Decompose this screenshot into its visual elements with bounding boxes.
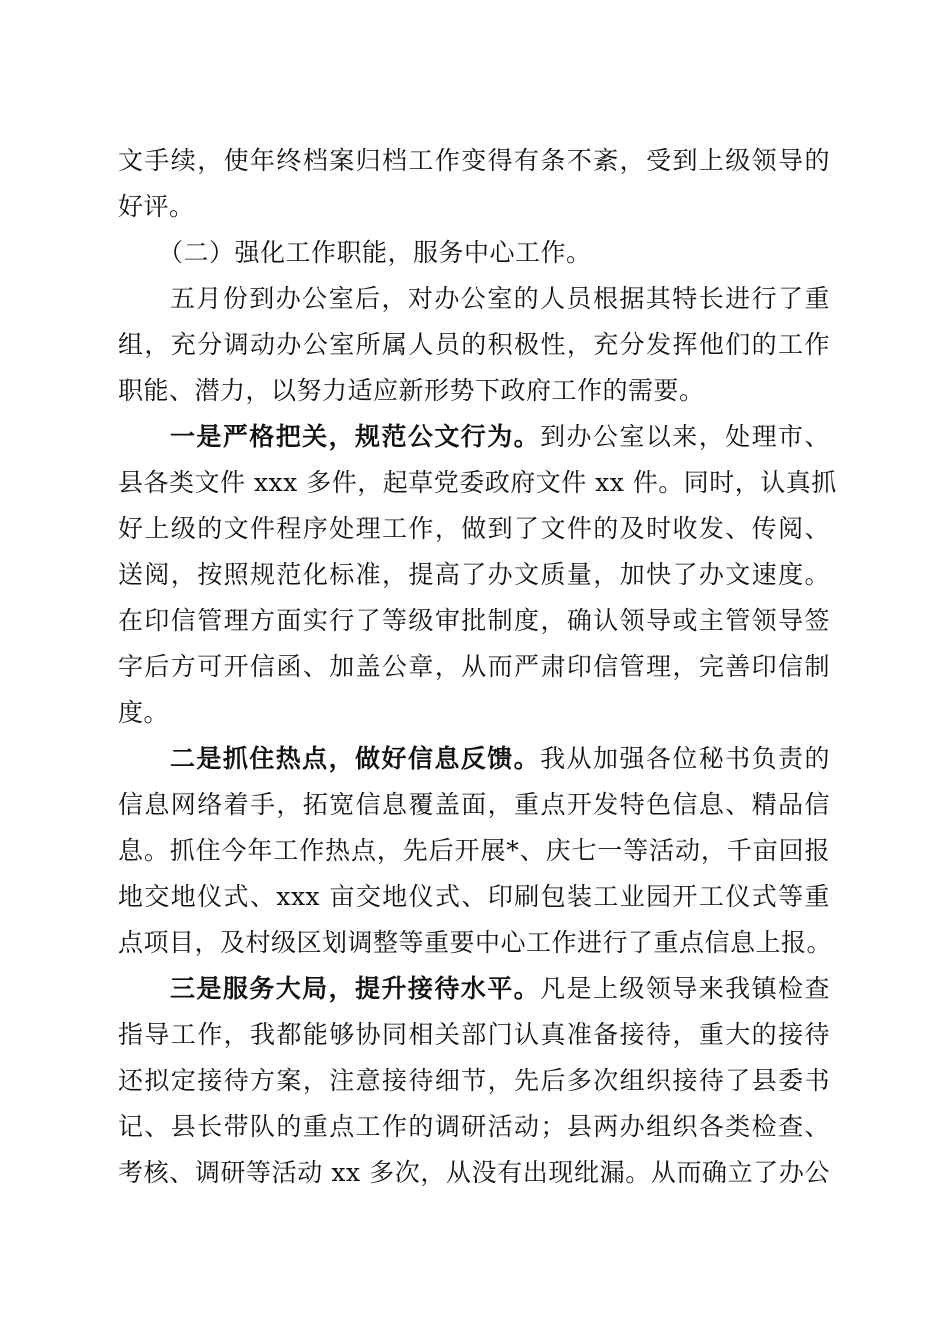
paragraph-lead-line — [118, 414, 830, 460]
text-line: 度。 — [118, 698, 170, 727]
text-line: 指导工作，我都能够协同相关部门认真准备接待，重大的接待 — [118, 1020, 830, 1049]
text-line: 考核、调研等活动 xx 多次，从没有出现纰漏。从而确立了办公 — [118, 1158, 830, 1187]
text-run: 到办公室以来，处理市、 — [540, 422, 830, 451]
text-run: 我从加强各位秘书负责的 — [540, 744, 830, 773]
text-line: 好上级的文件程序处理工作，做到了文件的及时收发、传阅、 — [118, 514, 830, 543]
text-line: 点项目，及村级区划调整等重要中心工作进行了重点信息上报。 — [118, 928, 833, 957]
paragraph-lead: 二是抓住热点，做好信息反馈。 — [170, 744, 541, 773]
text-line: 地交地仪式、xxx 亩交地仪式、印刷包装工业园开工仪式等重 — [118, 882, 830, 911]
text-line: 五月份到办公室后，对办公室的人员根据其特长进行了重 — [170, 284, 830, 313]
text-run: 凡是上级领导来我镇检查 — [540, 974, 830, 1003]
paragraph-lead: 三是服务大局，提升接待水平。 — [170, 974, 541, 1003]
text-line: 记、县长带队的重点工作的调研活动；县两办组织各类检查、 — [118, 1112, 830, 1141]
text-line: 信息网络着手，拓宽信息覆盖面，重点开发特色信息、精品信 — [118, 790, 830, 819]
text-line: 县各类文件 xxx 多件，起草党委政府文件 xx 件。同时，认真抓 — [118, 468, 837, 497]
text-line: 字后方可开信函、加盖公章，从而严肃印信管理，完善印信制 — [118, 652, 830, 681]
text-line: 组，充分调动办公室所属人员的积极性，充分发挥他们的工作 — [118, 330, 830, 359]
text-line: 文手续，使年终档案归档工作变得有条不紊，受到上级领导的 — [118, 146, 830, 175]
text-line: 还拟定接待方案，注意接待细节，先后多次组织接待了县委书 — [118, 1066, 830, 1095]
text-line: 好评。 — [118, 192, 195, 221]
document-page — [118, 138, 837, 1196]
text-line: 息。抓住今年工作热点，先后开展*、庆七一等活动，千亩回报 — [118, 836, 830, 865]
section-heading: （二）强化工作职能，服务中心工作。 — [158, 238, 592, 267]
paragraph-lead-line — [118, 736, 830, 782]
paragraph-lead: 一是严格把关，规范公文行为。 — [170, 422, 541, 451]
text-line: 职能、潜力，以努力适应新形势下政府工作的需要。 — [118, 376, 705, 405]
paragraph-lead-line — [118, 966, 830, 1012]
text-line: 在印信管理方面实行了等级审批制度，确认领导或主管领导签 — [118, 606, 830, 635]
text-line: 送阅，按照规范化标准，提高了办文质量，加快了办文速度。 — [118, 560, 830, 589]
